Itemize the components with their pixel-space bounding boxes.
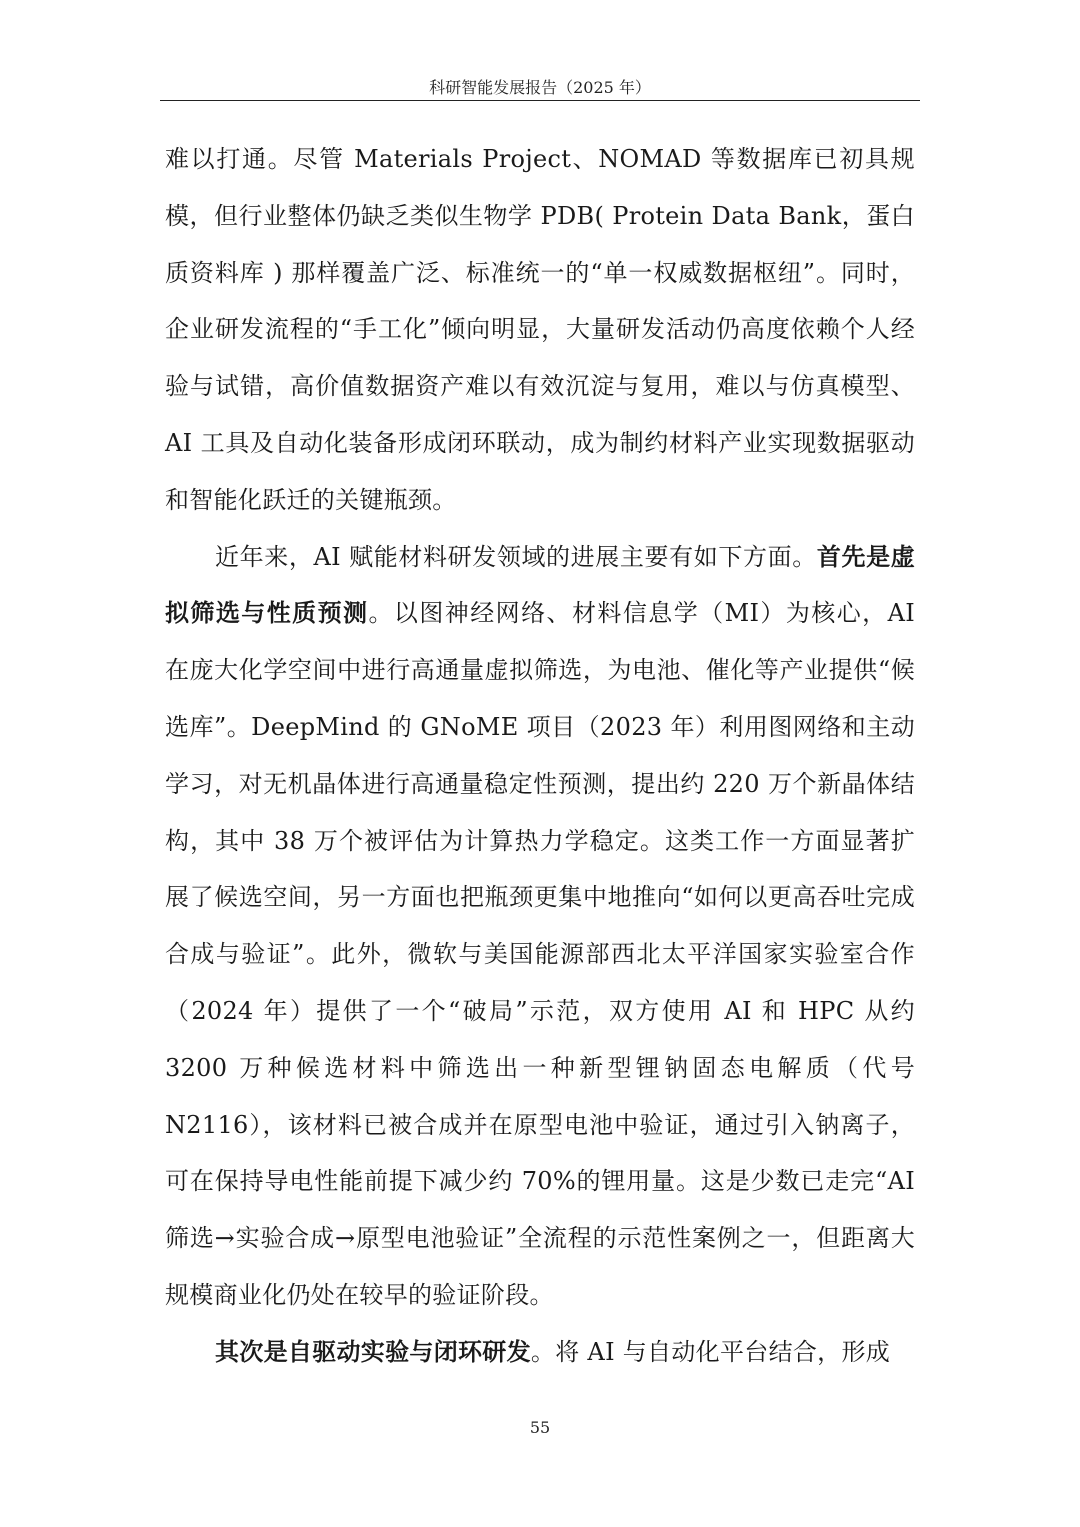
paragraph-3-heading: 其次是自驱动实验与闭环研发 (215, 1337, 531, 1366)
paragraph-2-heading: 首先是虚拟筛选与性质预测 (165, 542, 915, 628)
paragraph-2-body: 。以图神经网络、材料信息学（MI）为核心，AI 在庞大化学空间中进行高通量虚拟筛选，为电池、催化等产业提供“候选库”。DeepMind 的 GNoME 项目（2023 年）利用图网络和主动学习，对无机晶体进行高通量稳定性预测，提出约 220 万个新晶体结构，其中 38 万个被评估为计算热力学稳定。这类工作一方面显著扩展了候选空间，另一方面也把瓶颈更集中地推向“如何以更高吞吐完成合成与验证”。此外，微软与美国能源部西北太平洋国家实验室合作（2024 年）提供了一个“破局”示范，双方使用 AI 和 HPC 从约 3200 万种候选材料中筛选出一种新型锂钠固态电解质（代号 N2116），该材料已被合成并在原型电池中验证，通过引入钠离子，可在保持导电性能前提下减少约 70%的锂用量。这是少数已走完“AI 筛选→实验合成→原型电池验证”全流程的示范性案例之一，但距离大规模商业化仍处在较早的验证阶段。 (165, 599, 915, 1309)
paragraph-3-body: 。将 AI 与自动化平台结合，形成 (530, 1337, 891, 1366)
header-divider (160, 100, 920, 101)
paragraph-2-lead: 近年来，AI 赋能材料研发领域的进展主要有如下方面。 (215, 542, 817, 571)
paragraph-3 (165, 1324, 915, 1381)
paragraph-1: 难以打通。尽管 Materials Project、NOMAD 等数据库已初具规模，但行业整体仍缺乏类似生物学 PDB( Protein Data Bank，蛋白质资料库 ) 那样覆盖广泛、标准统一的“单一权威数据枢纽”。同时，企业研发流程的“手工化”倾向明显，大量研发活动仍高度依赖个人经验与试错，高价值数据资产难以有效沉淀与复用，难以与仿真模型、AI 工具及自动化装备形成闭环联动，成为制约材料产业实现数据驱动和智能化跃迁的关键瓶颈。 (165, 145, 915, 514)
body-text (165, 131, 915, 1381)
paragraph-2 (165, 529, 915, 1324)
page-number: 55 (529, 1418, 551, 1437)
running-header-title: 科研智能发展报告（2025 年） (429, 78, 651, 97)
